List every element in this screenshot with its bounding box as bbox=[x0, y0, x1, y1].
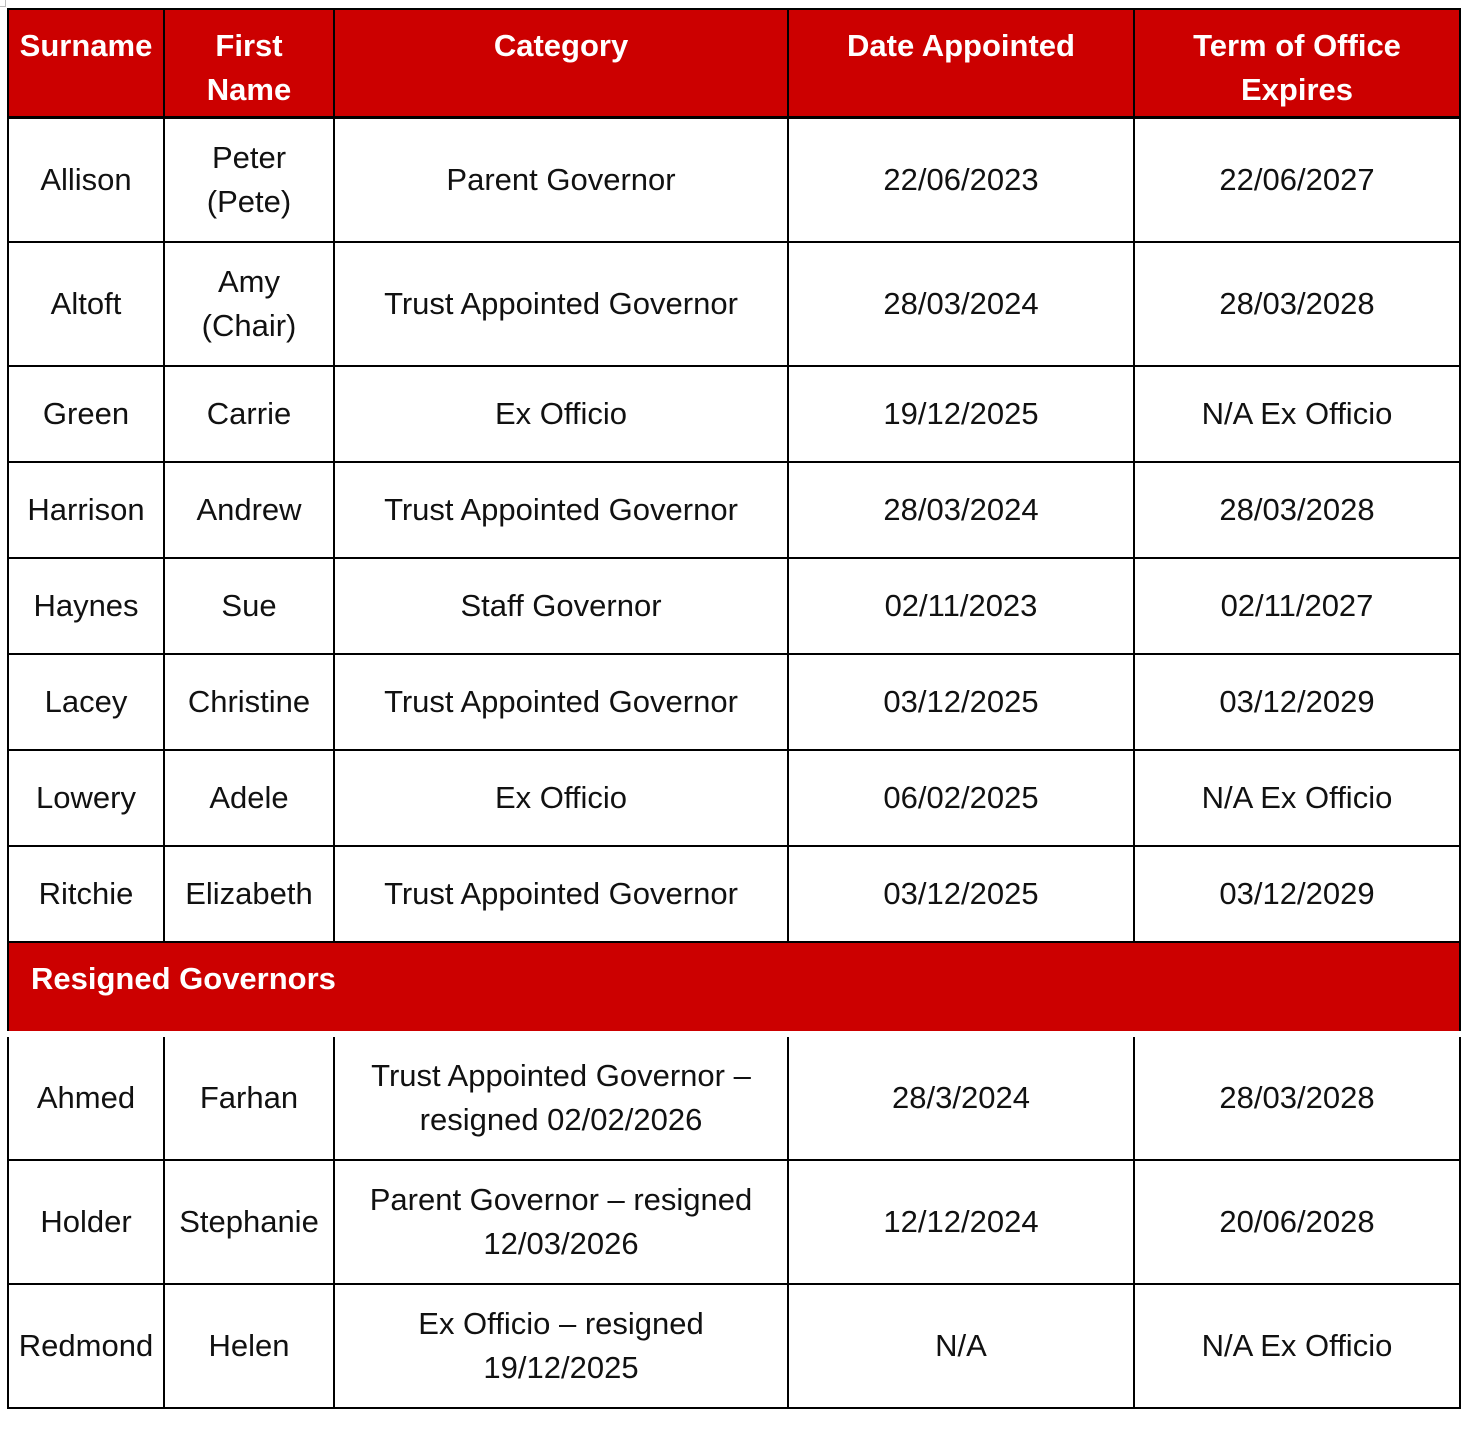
cell-surname: Haynes bbox=[8, 558, 164, 654]
cell-first-name: Sue bbox=[164, 558, 334, 654]
table-row bbox=[8, 750, 1460, 846]
cell-date-appointed: 06/02/2025 bbox=[788, 750, 1134, 846]
cell-term-expires: 28/03/2028 bbox=[1134, 1034, 1460, 1160]
cell-category: Parent Governor – resigned 12/03/2026 bbox=[334, 1160, 788, 1284]
cell-surname: Ahmed bbox=[8, 1034, 164, 1160]
cell-date-appointed: 12/12/2024 bbox=[788, 1160, 1134, 1284]
cell-surname: Holder bbox=[8, 1160, 164, 1284]
header-date-appointed: Date Appointed bbox=[788, 9, 1134, 117]
cell-category: Trust Appointed Governor bbox=[334, 462, 788, 558]
header-first-name: First Name bbox=[164, 9, 334, 117]
cell-term-expires: 02/11/2027 bbox=[1134, 558, 1460, 654]
cell-date-appointed: N/A bbox=[788, 1284, 1134, 1408]
cell-term-expires: N/A Ex Officio bbox=[1134, 1284, 1460, 1408]
cell-first-name: Andrew bbox=[164, 462, 334, 558]
cell-surname: Ritchie bbox=[8, 846, 164, 942]
cell-surname: Green bbox=[8, 366, 164, 462]
cell-date-appointed: 03/12/2025 bbox=[788, 846, 1134, 942]
cell-term-expires: 28/03/2028 bbox=[1134, 462, 1460, 558]
cell-term-expires: 28/03/2028 bbox=[1134, 242, 1460, 366]
cell-term-expires: 03/12/2029 bbox=[1134, 654, 1460, 750]
resigned-section-row bbox=[8, 942, 1460, 1034]
header-row bbox=[8, 9, 1460, 117]
cell-date-appointed: 02/11/2023 bbox=[788, 558, 1134, 654]
cell-category: Ex Officio – resigned 19/12/2025 bbox=[334, 1284, 788, 1408]
cell-category: Ex Officio bbox=[334, 366, 788, 462]
cell-date-appointed: 19/12/2025 bbox=[788, 366, 1134, 462]
cell-first-name: Helen bbox=[164, 1284, 334, 1408]
resigned-section-title: Resigned Governors bbox=[8, 942, 1460, 1034]
cell-first-name: Carrie bbox=[164, 366, 334, 462]
cell-term-expires: N/A Ex Officio bbox=[1134, 366, 1460, 462]
table-row bbox=[8, 1160, 1460, 1284]
cell-first-name: Amy (Chair) bbox=[164, 242, 334, 366]
cell-category: Trust Appointed Governor bbox=[334, 846, 788, 942]
cell-date-appointed: 28/03/2024 bbox=[788, 462, 1134, 558]
table-row bbox=[8, 1284, 1460, 1408]
cell-surname: Harrison bbox=[8, 462, 164, 558]
governors-table bbox=[7, 8, 1461, 1409]
header-category: Category bbox=[334, 9, 788, 117]
cell-surname: Allison bbox=[8, 117, 164, 242]
cell-first-name: Peter (Pete) bbox=[164, 117, 334, 242]
cell-first-name: Adele bbox=[164, 750, 334, 846]
cell-date-appointed: 28/03/2024 bbox=[788, 242, 1134, 366]
cell-term-expires: 03/12/2029 bbox=[1134, 846, 1460, 942]
cell-category: Trust Appointed Governor bbox=[334, 242, 788, 366]
table-row bbox=[8, 558, 1460, 654]
cell-surname: Lowery bbox=[8, 750, 164, 846]
cell-term-expires: 22/06/2027 bbox=[1134, 117, 1460, 242]
cell-date-appointed: 03/12/2025 bbox=[788, 654, 1134, 750]
table-row bbox=[8, 117, 1460, 242]
cell-category: Ex Officio bbox=[334, 750, 788, 846]
cell-first-name: Stephanie bbox=[164, 1160, 334, 1284]
cell-category: Parent Governor bbox=[334, 117, 788, 242]
cell-first-name: Farhan bbox=[164, 1034, 334, 1160]
table-row bbox=[8, 654, 1460, 750]
table-row bbox=[8, 1034, 1460, 1160]
header-term-expires: Term of Office Expires bbox=[1134, 9, 1460, 117]
cell-category: Trust Appointed Governor – resigned 02/02/2026 bbox=[334, 1034, 788, 1160]
table-row bbox=[8, 846, 1460, 942]
cell-surname: Altoft bbox=[8, 242, 164, 366]
cell-term-expires: 20/06/2028 bbox=[1134, 1160, 1460, 1284]
page-corner-mark bbox=[0, 0, 6, 7]
cell-first-name: Christine bbox=[164, 654, 334, 750]
cell-first-name: Elizabeth bbox=[164, 846, 334, 942]
table-row bbox=[8, 366, 1460, 462]
cell-category: Staff Governor bbox=[334, 558, 788, 654]
cell-category: Trust Appointed Governor bbox=[334, 654, 788, 750]
header-surname: Surname bbox=[8, 9, 164, 117]
table-row bbox=[8, 242, 1460, 366]
cell-date-appointed: 28/3/2024 bbox=[788, 1034, 1134, 1160]
cell-date-appointed: 22/06/2023 bbox=[788, 117, 1134, 242]
table-row bbox=[8, 462, 1460, 558]
cell-surname: Lacey bbox=[8, 654, 164, 750]
cell-surname: Redmond bbox=[8, 1284, 164, 1408]
cell-term-expires: N/A Ex Officio bbox=[1134, 750, 1460, 846]
